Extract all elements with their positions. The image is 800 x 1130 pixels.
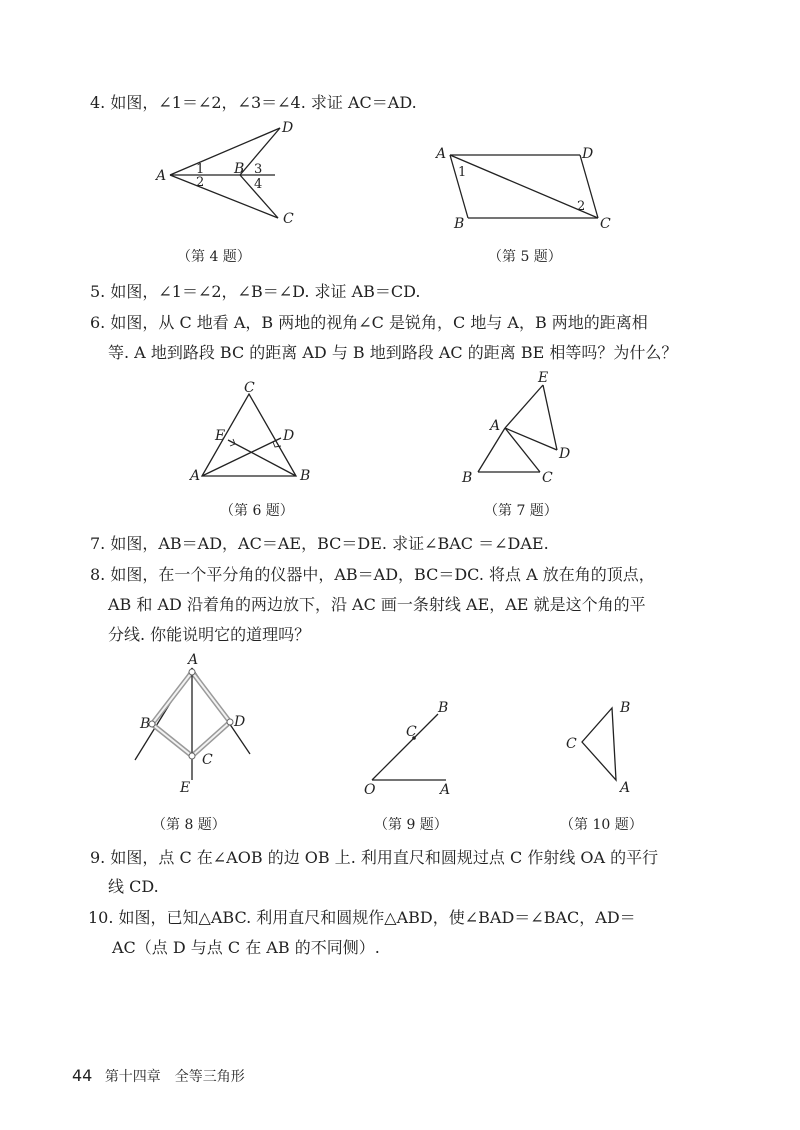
label-A: A [490, 418, 501, 434]
page-number: 44 [72, 1066, 93, 1085]
angle-1: 1 [458, 165, 467, 180]
figure-5 [430, 140, 620, 230]
label-E: E [215, 428, 226, 444]
label-E: E [180, 780, 191, 796]
caption-fig4: （第 4 题） [177, 249, 251, 265]
problem-text: 如图，AB＝AD，AC＝AE，BC＝DE. 求证∠BAC ＝∠DAE. [110, 534, 549, 553]
caption-fig7: （第 7 题） [484, 503, 558, 519]
figure-6 [190, 380, 330, 490]
label-E: E [538, 370, 549, 386]
label-B: B [438, 700, 449, 716]
problem-number: 5. [90, 282, 106, 301]
label-B: B [234, 161, 245, 177]
label-A: A [440, 782, 451, 798]
angle-4: 4 [254, 177, 263, 192]
label-B: B [620, 700, 631, 716]
problem-6 [90, 312, 648, 334]
label-D: D [559, 446, 571, 462]
label-A: A [620, 780, 631, 796]
problem-6-line-2: 等. A 地到路段 BC 的距离 AD 与 B 地到路段 AC 的距离 BE 相等吗？为什么？ [108, 343, 678, 362]
label-B: B [454, 216, 465, 232]
caption-fig6: （第 6 题） [220, 503, 294, 519]
angle-2: 2 [196, 175, 205, 190]
problem-9-line-2: 线 CD. [108, 877, 159, 896]
label-A: A [188, 652, 199, 668]
problem-4 [90, 92, 417, 114]
problem-text: 如图，点 C 在∠AOB 的边 OB 上. 利用直尺和圆规过点 C 作射线 OA 的平行 [110, 848, 659, 867]
problem-text: 如图，从 C 地看 A，B 两地的视角∠C 是锐角，C 地与 A，B 两地的距离相 [110, 313, 648, 332]
label-B: B [140, 716, 151, 732]
angle-3: 3 [254, 162, 263, 177]
caption-fig9: （第 9 题） [374, 817, 448, 833]
label-A: A [436, 146, 447, 162]
problem-number: 8. [90, 565, 106, 584]
chapter-title: 第十四章 全等三角形 [104, 1069, 245, 1085]
problem-7 [90, 533, 549, 555]
problem-8 [90, 564, 655, 586]
label-C: C [600, 216, 611, 232]
problem-5 [90, 281, 421, 303]
problem-10 [88, 907, 636, 929]
caption-fig5: （第 5 题） [488, 249, 562, 265]
problem-10-line-2: AC（点 D 与点 C 在 AB 的不同侧）. [112, 938, 380, 957]
label-D: D [282, 120, 294, 136]
label-D: D [234, 714, 246, 730]
label-A: A [156, 168, 167, 184]
label-O: O [364, 782, 376, 798]
label-C: C [542, 470, 553, 486]
figure-9 [360, 700, 470, 800]
label-D: D [582, 146, 594, 162]
label-C: C [283, 211, 294, 227]
problem-number: 6. [90, 313, 106, 332]
problem-number: 9. [90, 848, 106, 867]
figure-10 [560, 696, 650, 806]
problem-text: 如图，∠1＝∠2，∠B＝∠D. 求证 AB＝CD. [110, 282, 421, 301]
problem-text: 如图，已知△ABC. 利用直尺和圆规作△ABD，使∠BAD＝∠BAC，AD＝ [118, 908, 636, 927]
angle-2: 2 [577, 199, 586, 214]
figure-4 [150, 118, 300, 228]
problem-number: 10. [88, 908, 114, 927]
problem-9 [90, 847, 658, 869]
problem-number: 4. [90, 93, 106, 112]
problem-text: 如图，∠1＝∠2，∠3＝∠4. 求证 AC＝AD. [110, 93, 417, 112]
figure-8 [130, 652, 260, 802]
caption-fig10: （第 10 题） [560, 817, 643, 833]
caption-fig8: （第 8 题） [152, 817, 226, 833]
problem-8-line-2: AB 和 AD 沿着角的两边放下，沿 AC 画一条射线 AE，AE 就是这个角的平 [108, 595, 646, 614]
label-C: C [406, 724, 417, 740]
label-C: C [202, 752, 213, 768]
label-B: B [300, 468, 311, 484]
figure-7 [460, 370, 580, 490]
label-C: C [244, 380, 255, 396]
page-footer [72, 1066, 245, 1086]
problem-8-line-3: 分线. 你能说明它的道理吗？ [108, 625, 311, 644]
label-D: D [283, 428, 295, 444]
label-B: B [462, 470, 473, 486]
angle-1: 1 [196, 162, 205, 177]
problem-text: 如图，在一个平分角的仪器中，AB＝AD，BC＝DC. 将点 A 放在角的顶点， [110, 565, 655, 584]
label-C: C [566, 736, 577, 752]
problem-number: 7. [90, 534, 106, 553]
label-A: A [190, 468, 201, 484]
